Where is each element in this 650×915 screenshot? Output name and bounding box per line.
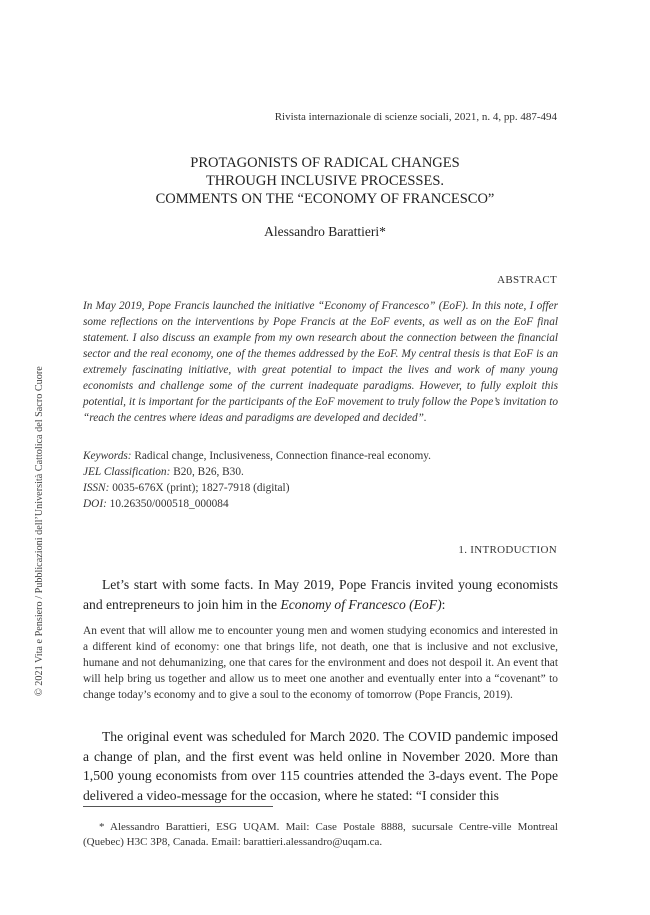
article-title bbox=[0, 154, 650, 208]
body-paragraph: The original event was scheduled for March 2020. The COVID pandemic imposed a change of plan, and the first event was held online in November 2020. More than 1,500 young economists from over 115 countries attended the 3-days event. The Pope delivered a video-message for the occasion, where he stated: “I consider this bbox=[83, 729, 558, 803]
title-line-3: COMMENTS ON THE “ECONOMY OF FRANCESCO” bbox=[155, 191, 495, 207]
intro-end: : bbox=[441, 596, 446, 612]
section-heading: 1. INTRODUCTION bbox=[458, 544, 557, 556]
author-name: Alessandro Barattieri* bbox=[264, 224, 386, 239]
issn-row bbox=[83, 480, 563, 496]
doi-row bbox=[83, 496, 563, 512]
keywords-label: Keywords: bbox=[83, 450, 132, 462]
doi-value: 10.26350/000518_000084 bbox=[109, 498, 229, 510]
abstract-heading: ABSTRACT bbox=[497, 274, 557, 286]
abstract-text: In May 2019, Pope Francis launched the initiative “Economy of Francesco” (EoF). In this note, I offer some reflections on the interventions by Pope Francis at the EoF events, as well as on the EoF final statement. I also discuss an example from my own research about the connection between the financial sector and the real economy, one of the themes addressed by the EoF. My central thesis is that EoF is an extremely fascinating initiative, with great potential to impact the lives and work of many young economists and challenge some of the current inadequate paradigms. However, to fully exploit this potential, it is important for the participants of the EoF movement to truly follow the Pope’s invitation to “reach the centres where ideas and paradigms are developed and decided”. bbox=[83, 300, 558, 424]
intro-text: Let’s start with some facts. In May 2019, Pope Francis invited young economists and entrepreneurs to join him in the bbox=[83, 577, 558, 612]
copyright-side-note: © 2021 Vita e Pensiero / Pubblicazioni dell’Università Cattolica del Sacro Cuore bbox=[34, 366, 45, 696]
title-line-2: THROUGH INCLUSIVE PROCESSES. bbox=[205, 173, 445, 189]
jel-row bbox=[83, 464, 563, 480]
keywords-row bbox=[83, 448, 563, 464]
footnote-divider bbox=[83, 806, 273, 807]
jel-label: JEL Classification: bbox=[83, 466, 171, 478]
intro-paragraph bbox=[83, 575, 558, 614]
footnote: * Alessandro Barattieri, ESG UQAM. Mail: Case Postale 8888, sucursale Centre-ville Montreal (Quebec) H3C 3P8, Canada. Email: barattieri.alessandro@uqam.ca. bbox=[83, 821, 558, 848]
issn-value: 0035-676X (print); 1827-7918 (digital) bbox=[112, 482, 290, 494]
article-metadata bbox=[83, 448, 563, 512]
title-line-1: PROTAGONISTS OF RADICAL CHANGES bbox=[190, 155, 460, 171]
intro-italic: Economy of Francesco (EoF) bbox=[280, 596, 442, 612]
jel-value: B20, B26, B30. bbox=[173, 466, 244, 478]
issn-label: ISSN: bbox=[83, 482, 110, 494]
keywords-value: Radical change, Inclusiveness, Connection finance-real economy. bbox=[134, 450, 431, 462]
doi-label: DOI: bbox=[83, 498, 107, 510]
running-head: Rivista internazionale di scienze sociali, 2021, n. 4, pp. 487-494 bbox=[274, 111, 557, 123]
block-quote: An event that will allow me to encounter young men and women studying economics and interested in a different kind of economy: one that brings life, not death, one that is inclusive and not exclusive, humane and not dehumanizing, one that cares for the environment and does not despoil it. An event that will help bring us together and allow us to meet one another and eventually enter into a “covenant” to change today’s economy and to give a soul to the economy of tomorrow (Pope Francis, 2019). bbox=[83, 625, 558, 701]
